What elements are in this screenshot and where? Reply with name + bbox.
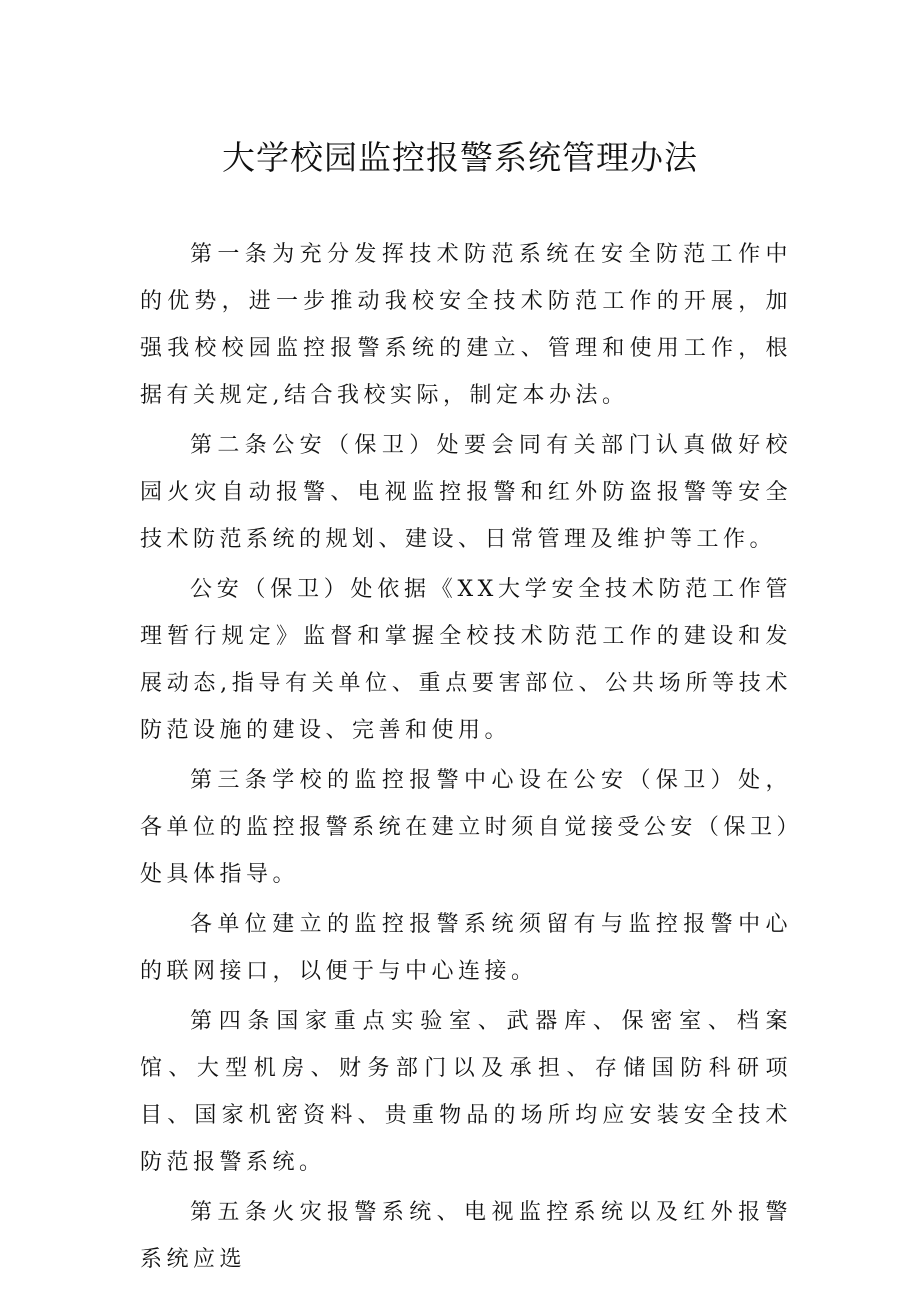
- paragraph-article-2-supplement: 公安（保卫）处依据《XX大学安全技术防范工作管理暂行规定》监督和掌握全校技术防范工作的建设和发展动态,指导有关单位、重点要害部位、公共场所等技术防范设施的建设、完善和使用。: [140, 577, 792, 743]
- document-body: [140, 231, 792, 1283]
- paragraph-article-4: 第四条国家重点实验室、武器库、保密室、档案馆、大型机房、财务部门以及承担、存储国防科研项目、国家机密资料、贵重物品的场所均应安装安全技术防范报警系统。: [140, 1009, 792, 1175]
- paragraph-article-3: 第三条学校的监控报警中心设在公安（保卫）处，各单位的监控报警系统在建立时须自觉接受公安（保卫）处具体指导。: [140, 768, 792, 887]
- paragraph-article-3-supplement: 各单位建立的监控报警系统须留有与监控报警中心的联网接口，以便于与中心连接。: [140, 912, 792, 984]
- paragraph-article-5: 第五条火灾报警系统、电视监控系统以及红外报警系统应选: [140, 1200, 792, 1272]
- paragraph-article-1: 第一条为充分发挥技术防范系统在安全防范工作中的优势，进一步推动我校安全技术防范工作的开展，加强我校校园监控报警系统的建立、管理和使用工作，根据有关规定,结合我校实际，制定本办法。: [140, 242, 792, 408]
- document-title: 大学校园监控报警系统管理办法: [222, 138, 698, 177]
- paragraph-article-2: 第二条公安（保卫）处要会同有关部门认真做好校园火灾自动报警、电视监控报警和红外防盗报警等安全技术防范系统的规划、建设、日常管理及维护等工作。: [140, 433, 792, 552]
